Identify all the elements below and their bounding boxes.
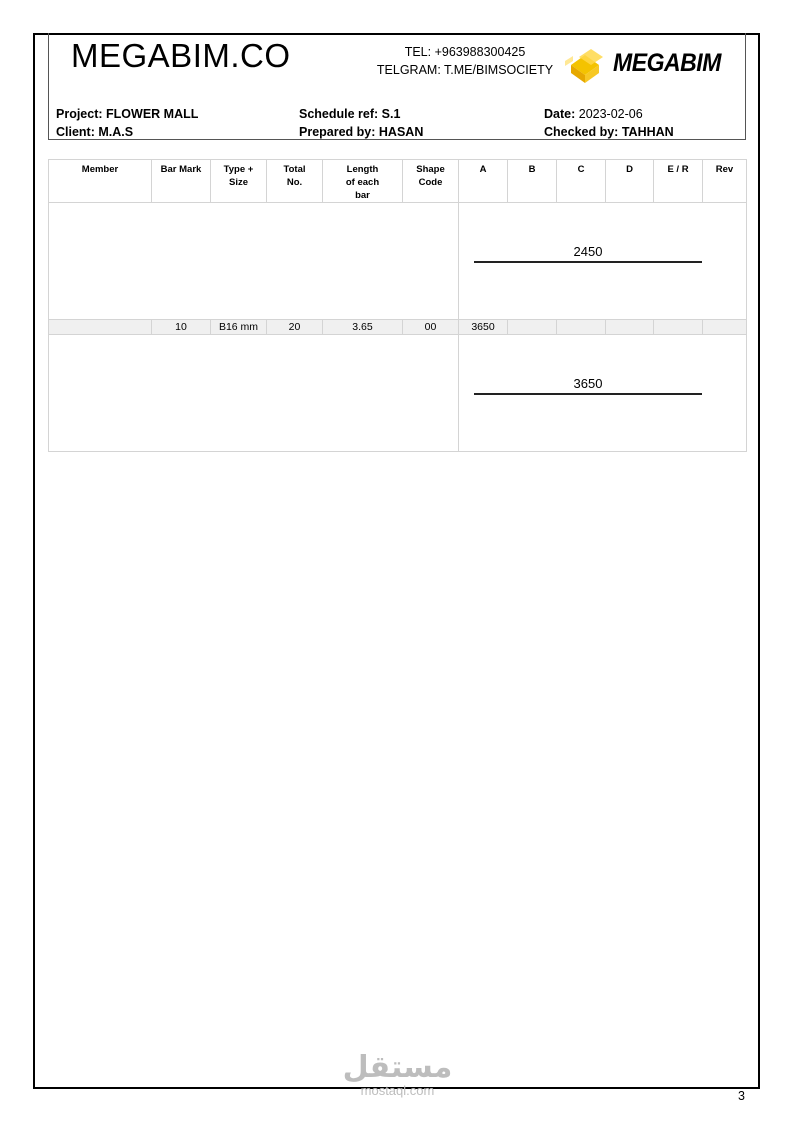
prepared-value: HASAN bbox=[378, 125, 424, 139]
info-col-project bbox=[56, 105, 198, 141]
table-header-row bbox=[49, 160, 747, 203]
checked-value: TAHHAN bbox=[621, 125, 674, 139]
date-value: 2023-02-06 bbox=[578, 107, 643, 121]
schedule-value: S.1 bbox=[381, 107, 401, 121]
col-header-length: Length of each bar bbox=[323, 160, 403, 203]
cell-b bbox=[508, 320, 557, 335]
shape-diagram-1 bbox=[459, 203, 747, 320]
col-header-type-size: Type + Size bbox=[211, 160, 267, 203]
cell-total-no: 20 bbox=[267, 320, 323, 335]
mostaql-watermark bbox=[340, 1052, 455, 1098]
checked-label: Checked by: bbox=[544, 125, 619, 139]
shape-1-dimension: 2450 bbox=[573, 244, 603, 259]
contact-tel: TEL: +963988300425 bbox=[404, 45, 526, 59]
client-value: M.A.S bbox=[98, 125, 134, 139]
shape-2-bar-line bbox=[474, 393, 702, 395]
col-header-b: B bbox=[508, 160, 557, 203]
shape-row-1-blank bbox=[49, 203, 459, 320]
page-number: 3 bbox=[738, 1089, 745, 1103]
cell-d bbox=[606, 320, 654, 335]
document-header bbox=[48, 33, 746, 140]
col-header-a: A bbox=[459, 160, 508, 203]
project-value: FLOWER MALL bbox=[106, 107, 199, 121]
cell-shape-code: 00 bbox=[403, 320, 459, 335]
col-header-d: D bbox=[606, 160, 654, 203]
shape-1-bar-line bbox=[474, 261, 702, 263]
col-header-c: C bbox=[557, 160, 606, 203]
logo-cube-icon bbox=[565, 43, 611, 85]
shape-row-2 bbox=[49, 335, 747, 452]
watermark-latin: mostaql.com bbox=[360, 1083, 435, 1098]
contact-telegram: TELGRAM: T.ME/BIMSOCIETY bbox=[376, 63, 554, 77]
cell-member bbox=[49, 320, 152, 335]
megabim-logo bbox=[565, 43, 725, 85]
cell-a: 3650 bbox=[459, 320, 508, 335]
info-col-schedule bbox=[299, 105, 423, 141]
col-header-member: Member bbox=[49, 160, 152, 203]
brand-title: MEGABIM.CO bbox=[71, 37, 291, 74]
logo-text: MEGABIM bbox=[613, 49, 721, 77]
date-label: Date: bbox=[544, 107, 576, 121]
shape-diagram-2 bbox=[459, 335, 747, 452]
info-col-date bbox=[544, 105, 674, 141]
col-header-shape-code: Shape Code bbox=[403, 160, 459, 203]
shape-2-dimension: 3650 bbox=[573, 376, 603, 391]
cell-rev bbox=[703, 320, 747, 335]
shape-row-2-blank bbox=[49, 335, 459, 452]
bar-schedule-table bbox=[48, 159, 747, 452]
col-header-total-no: Total No. bbox=[267, 160, 323, 203]
cell-type-size: B16 mm bbox=[211, 320, 267, 335]
cell-c bbox=[557, 320, 606, 335]
schedule-label: Schedule ref: bbox=[299, 107, 379, 121]
cell-bar-mark: 10 bbox=[152, 320, 211, 335]
shape-row-1 bbox=[49, 203, 747, 320]
watermark-arabic: مستقل bbox=[342, 1050, 453, 1085]
prepared-label: Prepared by: bbox=[299, 125, 376, 139]
col-header-e-r: E / R bbox=[654, 160, 703, 203]
table-row bbox=[49, 320, 747, 335]
client-label: Client: bbox=[56, 125, 95, 139]
col-header-bar-mark: Bar Mark bbox=[152, 160, 211, 203]
project-label: Project: bbox=[56, 107, 103, 121]
col-header-rev: Rev bbox=[703, 160, 747, 203]
cell-e-r bbox=[654, 320, 703, 335]
cell-length: 3.65 bbox=[323, 320, 403, 335]
